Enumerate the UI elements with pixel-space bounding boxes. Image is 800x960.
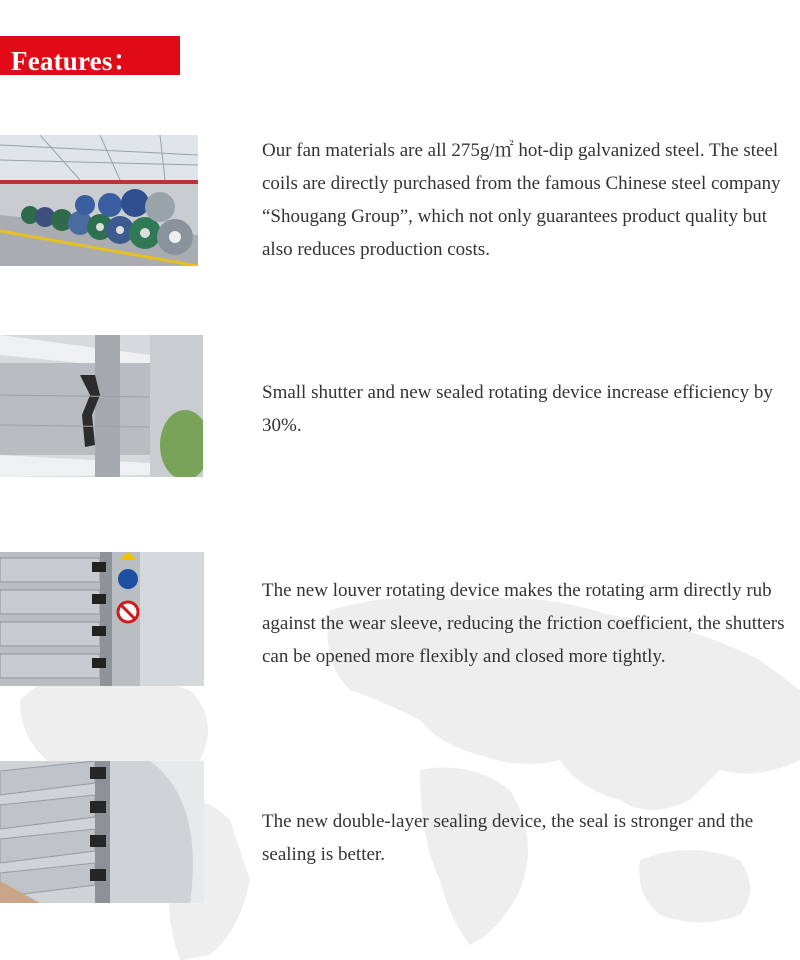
feature-description-1: Our fan materials are all 275g/㎡ hot-dip galvanized steel. The steel coils are directly purchased from the famous Chinese steel company “Shougang Group”, which not only guarantees product quality but also reduces production costs. [262, 140, 781, 260]
features-title: Features： [11, 46, 140, 76]
feature-description-2: Small shutter and new sealed rotating device increase efficiency by 30%. [262, 382, 773, 436]
sealing-device-photo [0, 761, 204, 903]
feature-description-4: The new double-layer sealing device, the seal is stronger and the sealing is better. [262, 811, 754, 865]
feature-description-3: The new louver rotating device makes the rotating arm directly rub against the wear sleeve, reducing the friction coefficient, the shutters can be opened more flexibly and closed more tightly. [262, 580, 785, 667]
features-header [0, 36, 180, 75]
small-shutter-photo [0, 335, 203, 477]
steel-coils-photo [0, 135, 198, 266]
louver-device-photo [0, 552, 204, 686]
